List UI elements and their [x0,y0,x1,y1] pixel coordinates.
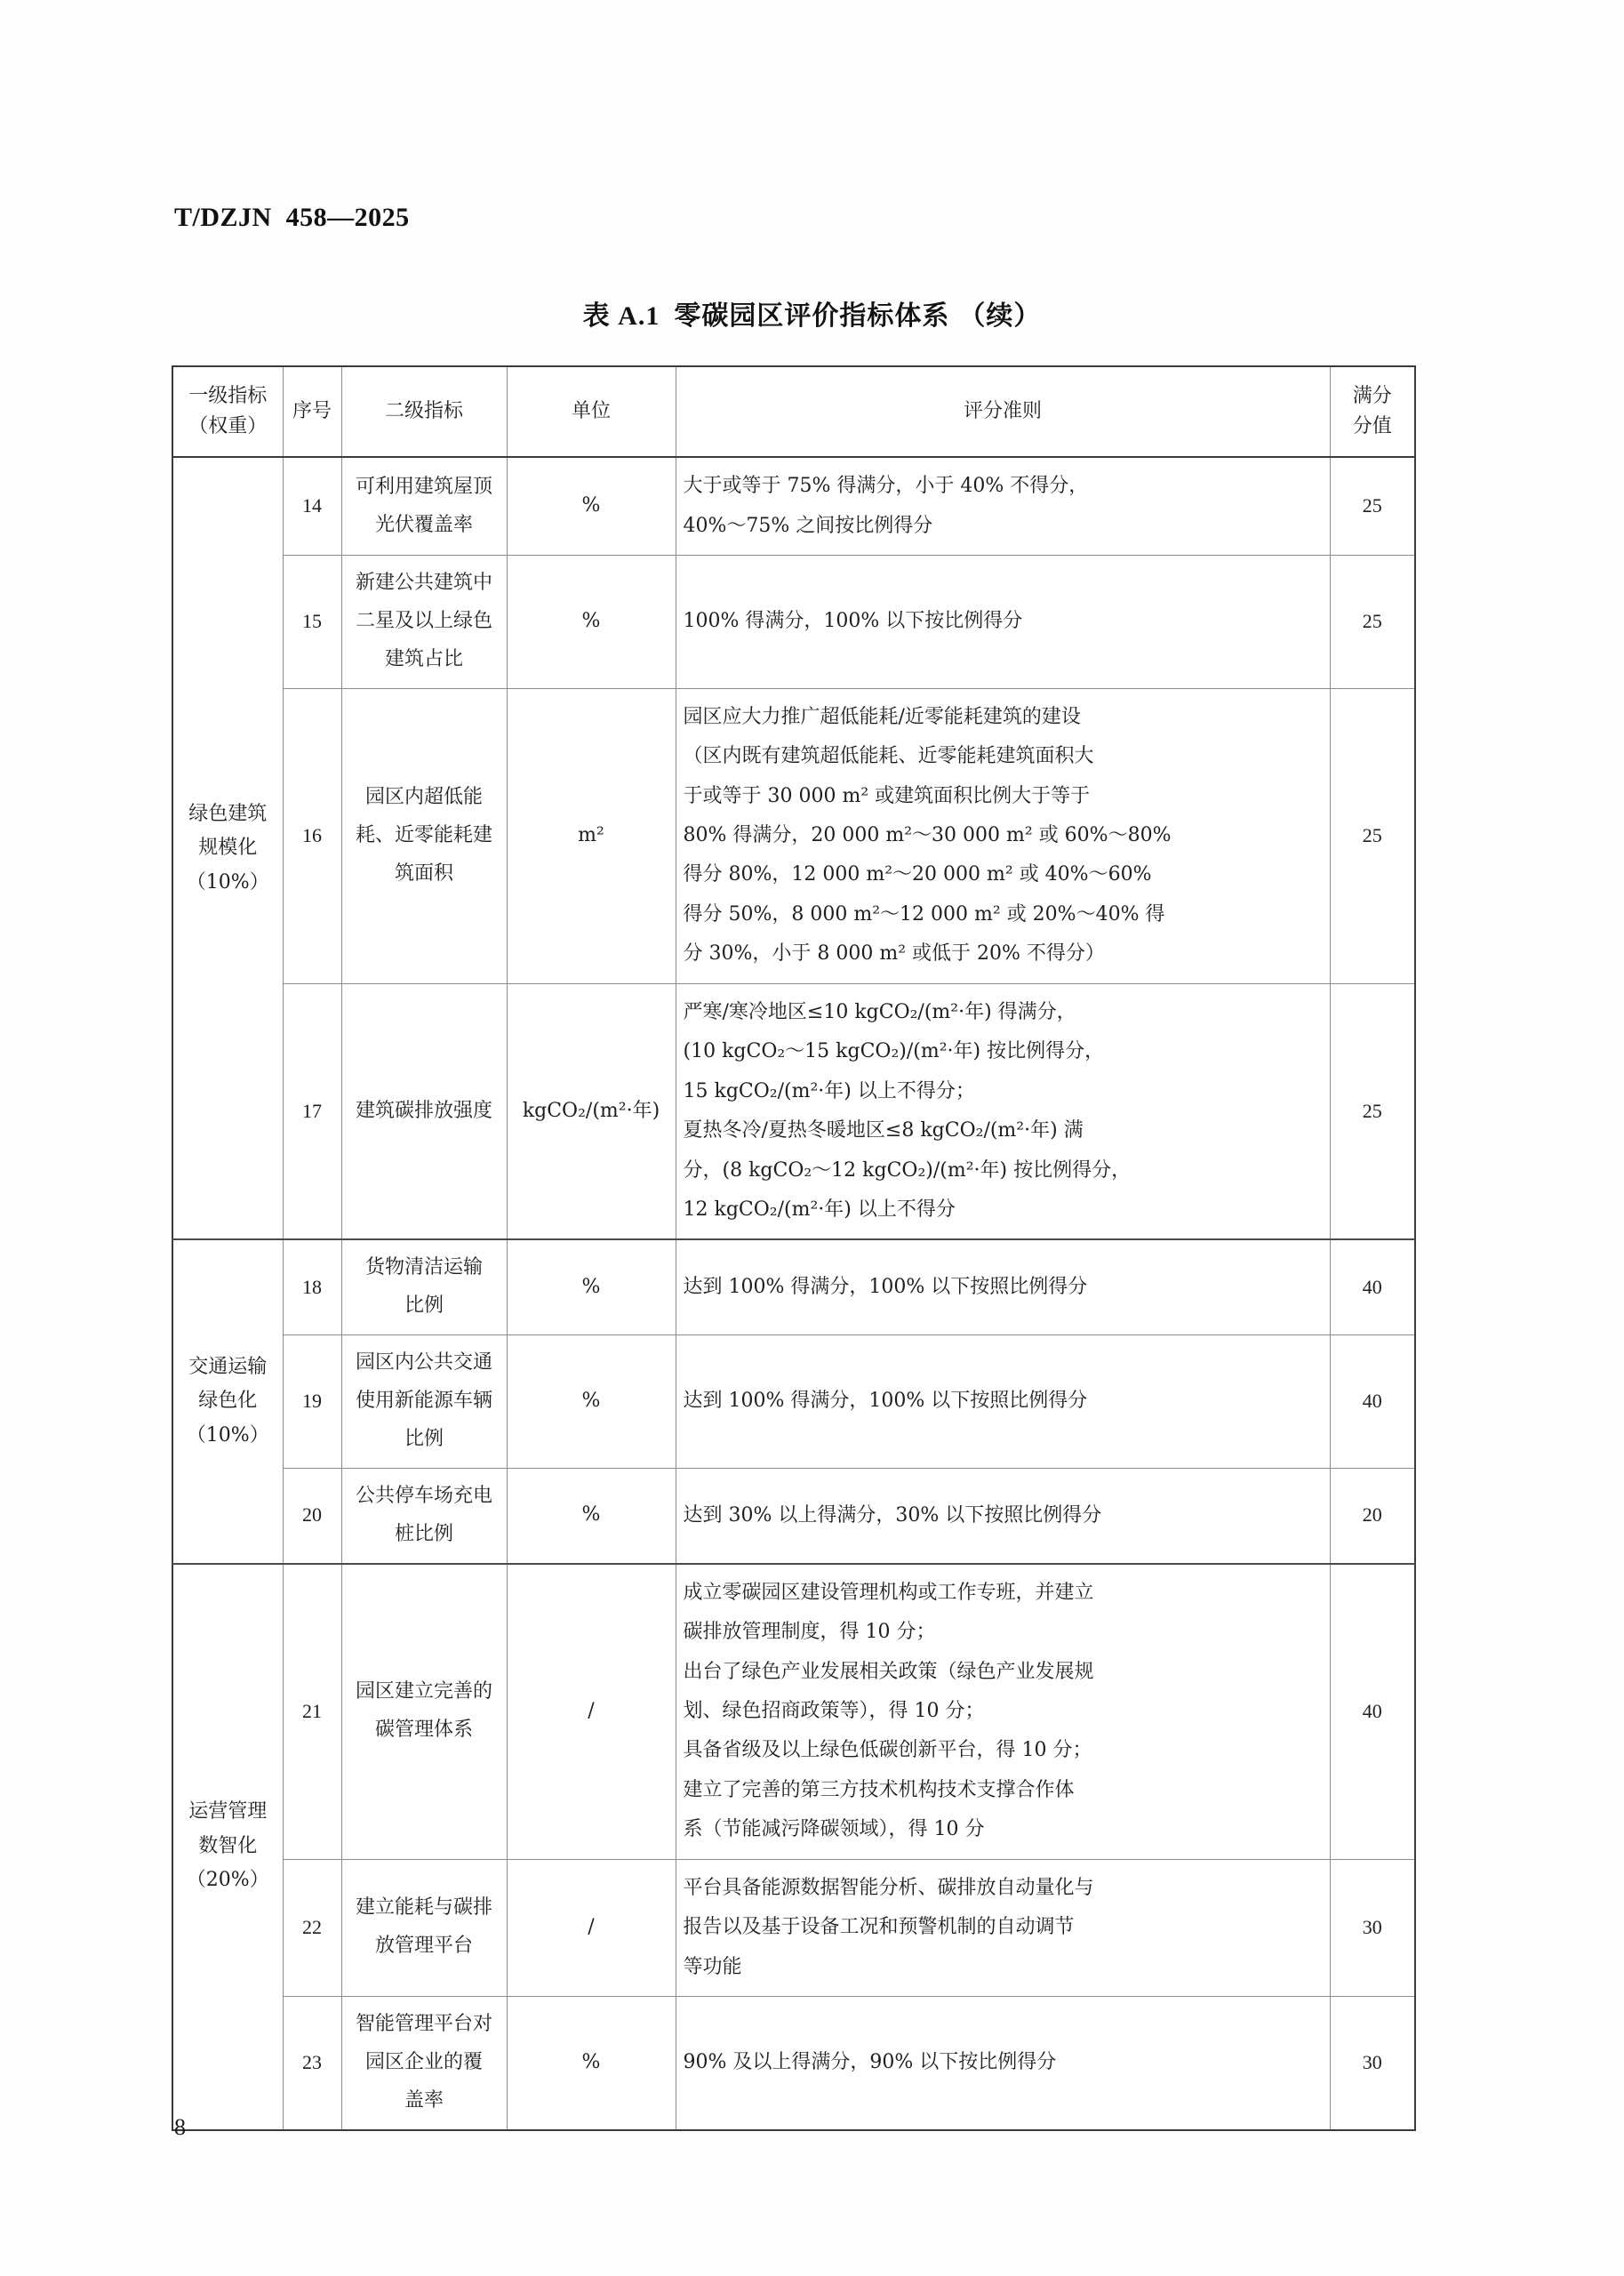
level2-indicator-line: 桩比例 [394,1522,453,1545]
criteria-cell [676,1564,1330,1860]
criteria-cell [676,556,1330,689]
level2-indicator-line: 可利用建筑屋顶 [355,475,492,498]
max-score-cell: 30 [1330,1859,1415,1996]
level2-indicator-line: 园区内超低能 [364,785,483,808]
table-caption-title: 零碳园区评价指标体系 [674,301,950,332]
criteria-line: 达到 100% 得满分，100% 以下按照比例得分 [683,1390,1088,1413]
table-row [172,1859,1415,1996]
level2-indicator-line: 园区企业的覆 [364,2050,483,2073]
level2-indicator-line: 智能管理平台对 [355,2013,492,2036]
level2-indicator-line: 建筑碳排放强度 [355,1099,492,1122]
level1-indicator-line: （10%） [186,1423,269,1447]
criteria-cell [676,1468,1330,1563]
column-header-no: 序号 [283,366,341,457]
criteria-line: 严寒/寒冷地区≤10 kgCO₂/(m²·年) 得满分， [683,1000,1076,1023]
unit-cell: % [507,1239,676,1334]
row-number-cell: 18 [283,1239,341,1334]
criteria-line: 达到 30% 以上得满分，30% 以下按照比例得分 [683,1503,1102,1527]
unit-cell: % [507,1468,676,1563]
criteria-line: 达到 100% 得满分，100% 以下按照比例得分 [683,1276,1088,1299]
level2-indicator-line: 新建公共建筑中 [355,572,492,595]
criteria-line: 80% 得满分，20 000 m²～30 000 m² 或 60%～80% [683,824,1172,847]
table-row [172,1564,1415,1860]
criteria-line: 得分 80%，12 000 m²～20 000 m² 或 40%～60% [683,863,1152,886]
level2-indicator-line: 货物清洁运输 [364,1256,483,1279]
column-header-level1-main: 一级指标 [188,385,268,407]
level2-indicator-cell [341,1335,507,1469]
criteria-line: （区内既有建筑超低能耗、近零能耗建筑面积大 [683,745,1094,768]
max-score-cell: 25 [1330,556,1415,689]
unit-cell: m² [507,688,676,983]
level2-indicator-line: 比例 [404,1294,444,1318]
column-header-max-score-sub: 分值 [1352,415,1392,438]
criteria-line: 得分 50%，8 000 m²～12 000 m² 或 20%～40% 得 [683,902,1165,926]
table-row [172,1335,1415,1469]
level2-indicator-line: 碳管理体系 [374,1719,473,1742]
level2-indicator-cell [341,688,507,983]
column-header-level1 [172,366,283,457]
row-number-cell: 14 [283,457,341,555]
level2-indicator-cell [341,1468,507,1563]
criteria-line: 平台具备能源数据智能分析、碳排放自动量化与 [683,1876,1094,1899]
level1-indicator-cell [172,1564,283,2130]
unit-cell: % [507,556,676,689]
row-number-cell: 19 [283,1335,341,1469]
row-number-cell: 20 [283,1468,341,1563]
row-number-cell: 22 [283,1859,341,1996]
level1-indicator-line: 交通运输 [188,1355,268,1378]
criteria-line: 100% 得满分，100% 以下按比例得分 [683,610,1023,633]
table-caption [0,293,1624,333]
criteria-line: 碳排放管理制度，得 10 分； [683,1621,936,1644]
level2-indicator-cell [341,1859,507,1996]
criteria-line: 系（节能减污降碳领域），得 10 分 [683,1818,985,1841]
level1-indicator-line: 绿色建筑 [188,802,268,825]
criteria-cell [676,983,1330,1239]
criteria-line: 具备省级及以上绿色低碳创新平台，得 10 分； [683,1739,1092,1762]
evaluation-index-table [172,365,1416,2131]
table-caption-number: 表 A.1 [582,301,660,331]
criteria-cell [676,1335,1330,1469]
level1-indicator-line: （20%） [186,1869,269,1892]
row-number-cell: 17 [283,983,341,1239]
running-header-standard-code: T/DZJN 458—2025 [174,203,410,232]
level2-indicator-line: 公共停车场充电 [355,1484,492,1507]
level2-indicator-line: 二星及以上绿色 [355,609,492,632]
level2-indicator-cell [341,556,507,689]
level2-indicator-line: 建筑占比 [384,647,463,670]
level2-indicator-cell [341,457,507,555]
level1-indicator-line: （10%） [186,870,269,894]
level2-indicator-cell [341,1997,507,2130]
unit-cell: % [507,457,676,555]
level1-indicator-line: 数智化 [198,1834,258,1857]
level2-indicator-cell [341,1564,507,1860]
criteria-line: 于或等于 30 000 m² 或建筑面积比例大于等于 [683,784,1091,807]
criteria-cell [676,1239,1330,1334]
criteria-line: 划、绿色招商政策等），得 10 分； [683,1699,985,1722]
criteria-line: 分 30%，小于 8 000 m² 或低于 20% 不得分） [683,942,1105,966]
max-score-cell: 25 [1330,983,1415,1239]
criteria-line: 12 kgCO₂/(m²·年) 以上不得分 [683,1198,956,1221]
row-number-cell: 21 [283,1564,341,1860]
criteria-cell [676,688,1330,983]
unit-cell: kgCO₂/(m²·年) [507,983,676,1239]
table-row [172,1997,1415,2130]
column-header-level1-weight: （权重） [188,415,268,438]
level1-indicator-cell [172,457,283,1239]
table-row [172,1468,1415,1563]
max-score-cell: 20 [1330,1468,1415,1563]
unit-cell: / [507,1859,676,1996]
level2-indicator-line: 放管理平台 [374,1935,473,1958]
level1-indicator-line: 绿色化 [198,1390,258,1413]
max-score-cell: 40 [1330,1335,1415,1469]
criteria-line: 出台了绿色产业发展相关政策（绿色产业发展规 [683,1660,1094,1683]
criteria-line: 40%～75% 之间按比例得分 [683,514,933,537]
page-number: 8 [174,2114,186,2140]
row-number-cell: 23 [283,1997,341,2130]
level1-indicator-line: 运营管理 [188,1800,268,1823]
level2-indicator-line: 光伏覆盖率 [374,513,473,536]
criteria-line: 园区应大力推广超低能耗/近零能耗建筑的建设 [683,705,1081,728]
max-score-cell: 25 [1330,688,1415,983]
max-score-cell: 30 [1330,1997,1415,2130]
level2-indicator-line: 盖率 [404,2088,444,2112]
level2-indicator-cell [341,1239,507,1334]
evaluation-index-table-wrapper [172,365,1414,2131]
column-header-max-score [1330,366,1415,457]
criteria-line: 90% 及以上得满分，90% 以下按比例得分 [683,2051,1057,2074]
unit-cell: % [507,1335,676,1469]
criteria-line: (10 kgCO₂～15 kgCO₂)/(m²·年) 按比例得分， [683,1040,1105,1063]
max-score-cell: 25 [1330,457,1415,555]
column-header-level2: 二级指标 [341,366,507,457]
unit-cell: % [507,1997,676,2130]
level2-indicator-line: 筑面积 [394,862,453,885]
row-number-cell: 16 [283,688,341,983]
level2-indicator-line: 建立能耗与碳排 [355,1896,492,1919]
unit-cell: / [507,1564,676,1860]
row-number-cell: 15 [283,556,341,689]
level1-indicator-cell [172,1239,283,1563]
criteria-line: 建立了完善的第三方技术机构技术支撑合作体 [683,1778,1075,1801]
criteria-line: 等功能 [683,1955,742,1978]
max-score-cell: 40 [1330,1564,1415,1860]
criteria-line: 15 kgCO₂/(m²·年) 以上不得分； [683,1079,975,1102]
table-row [172,556,1415,689]
criteria-line: 报告以及基于设备工况和预警机制的自动调节 [683,1916,1075,1939]
criteria-line: 大于或等于 75% 得满分，小于 40% 不得分， [683,475,1089,498]
table-header-row [172,366,1415,457]
criteria-cell [676,1859,1330,1996]
table-row [172,983,1415,1239]
level2-indicator-line: 园区内公共交通 [355,1351,492,1374]
column-header-max-score-main: 满分 [1352,385,1392,407]
criteria-line: 夏热冬冷/夏热冬暖地区≤8 kgCO₂/(m²·年) 满 [683,1119,1084,1142]
criteria-line: 成立零碳园区建设管理机构或工作专班，并建立 [683,1581,1094,1604]
table-caption-continued: （续） [958,301,1042,332]
level1-indicator-line: 规模化 [198,837,258,860]
table-row [172,1239,1415,1334]
criteria-cell [676,457,1330,555]
level2-indicator-line: 园区建立完善的 [355,1680,492,1703]
table-row [172,688,1415,983]
criteria-cell [676,1997,1330,2130]
level2-indicator-line: 耗、近零能耗建 [355,823,492,846]
column-header-criteria: 评分准则 [676,366,1330,457]
criteria-line: 分，(8 kgCO₂～12 kgCO₂)/(m²·年) 按比例得分， [683,1158,1132,1182]
level2-indicator-line: 比例 [404,1427,444,1450]
max-score-cell: 40 [1330,1239,1415,1334]
table-row [172,457,1415,555]
column-header-unit: 单位 [507,366,676,457]
level2-indicator-line: 使用新能源车辆 [355,1390,492,1413]
table-body [172,457,1415,2130]
level2-indicator-cell [341,983,507,1239]
